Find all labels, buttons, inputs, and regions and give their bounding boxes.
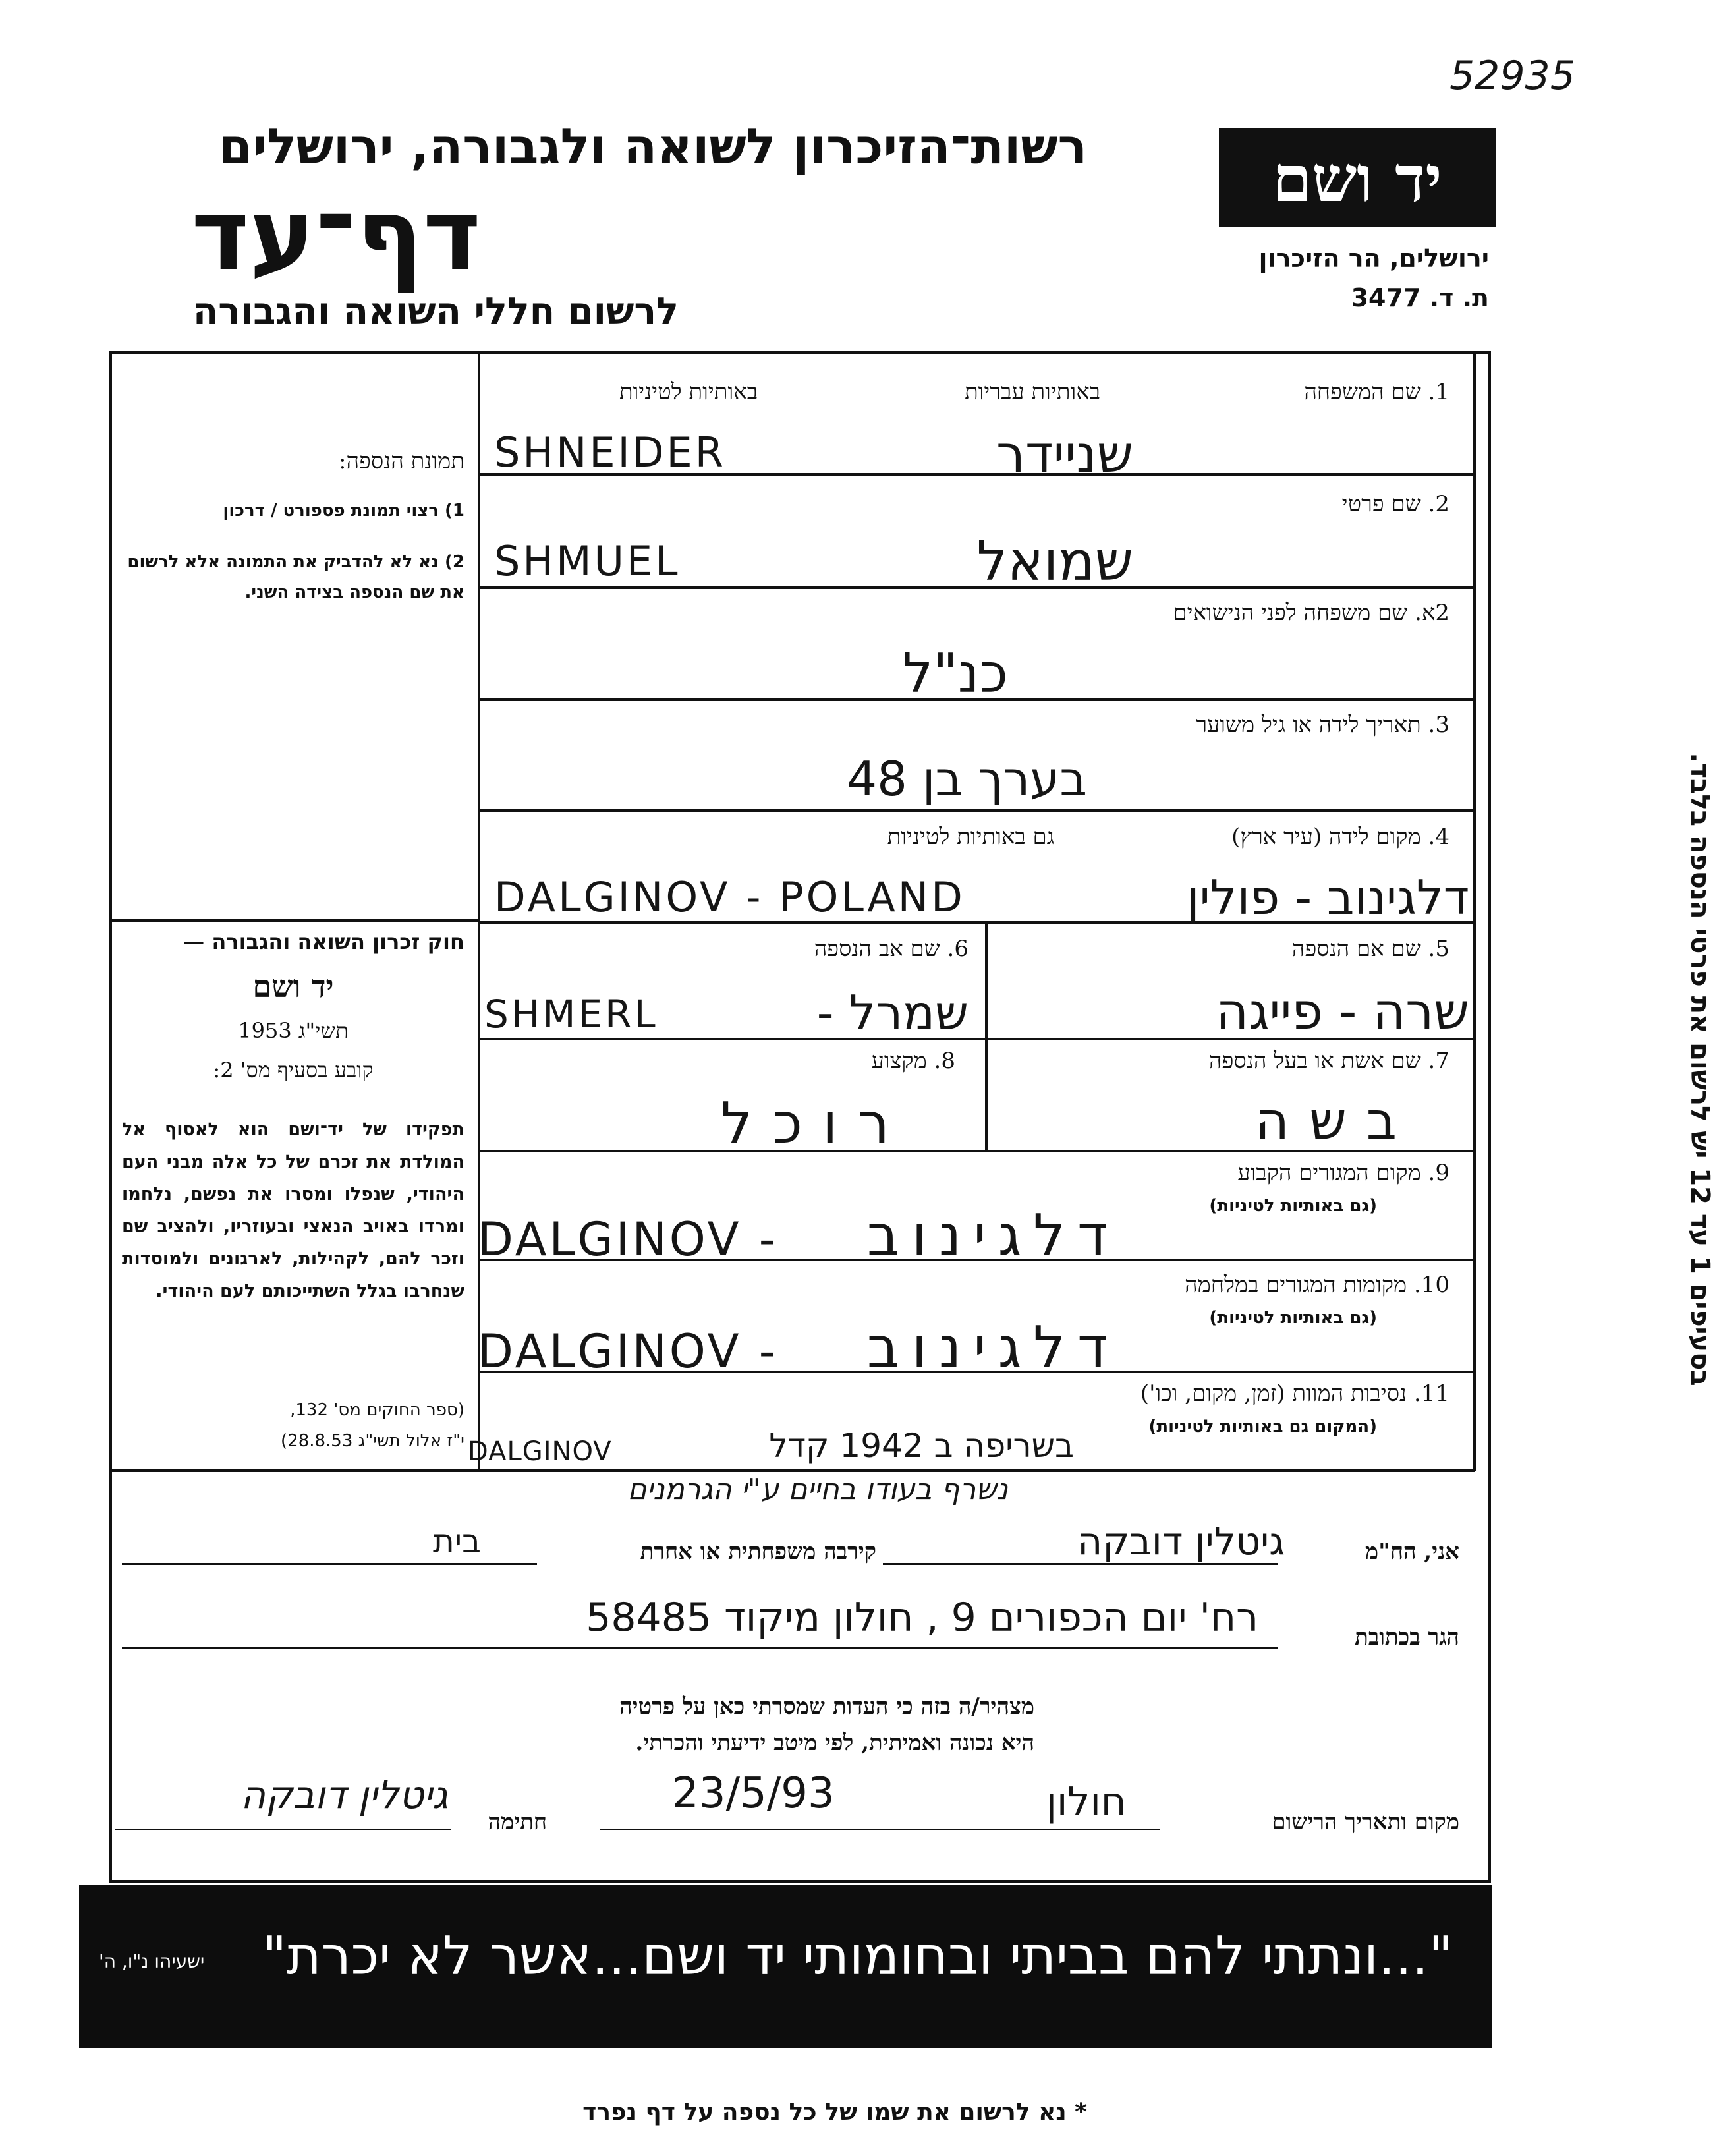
signature-label: חתימה: [488, 1809, 547, 1835]
registration-date: 23/5/93: [672, 1769, 835, 1818]
field-5-value: שרה - פייגה: [1216, 982, 1469, 1040]
field-4-latin-value: DALGINOV - POLAND: [494, 873, 965, 921]
place-date-line: [600, 1829, 1160, 1830]
field-10-latin-value: DALGINOV -: [478, 1324, 779, 1378]
field-10-sub: (גם באותיות לטיניות): [1209, 1308, 1377, 1328]
institution-name: רשות־הזיכרון לשואה ולגבורה, ירושלים: [218, 119, 1087, 175]
row-5-divider: [985, 921, 988, 1150]
field-2-hebrew-value: שמואל: [976, 530, 1133, 593]
footnote: * נא לרשום את שמו של כל נספה על דף נפרד: [582, 2099, 1087, 2126]
field-11-sub: (המקום גם באותיות לטיניות): [1148, 1417, 1377, 1436]
page-subtitle: לרשום חללי השואה והגבורה: [192, 290, 679, 333]
field-1-hebrew-column: באותיות עבריות: [964, 379, 1100, 405]
logo-pobox: ת. ד. 3477: [1351, 283, 1489, 312]
field-9-latin-value: DALGINOV -: [478, 1212, 779, 1266]
declarant-name: גיטלין דובקה: [1077, 1519, 1285, 1564]
law-year: תשי"ג 1953: [238, 1018, 349, 1043]
law-ref-1: (ספר החוקים מס' 132,: [290, 1400, 464, 1420]
relation-value: בית: [433, 1522, 481, 1560]
photo-note-2: 2) נא לא להדביק את התמונה אלא לרשום את שם הנספה בצידה השני.: [127, 552, 464, 602]
relation-label: קירבה משפחתית או אחרת: [640, 1539, 876, 1565]
statement-line-2: היא נכונה ואמיתית, לפי מיטב ידיעתי והכרתי.: [635, 1730, 1034, 1756]
row-line-11: [111, 1469, 1475, 1472]
signature-line: [115, 1829, 451, 1830]
field-5-label: 5. שם אם הנספה: [1291, 936, 1449, 962]
logo-address: ירושלים, הר הזיכרון: [1258, 244, 1489, 273]
field-7-label: 7. שם אשת או בעל הנספה: [1209, 1048, 1449, 1074]
field-11-latin-value: DALGINOV: [468, 1436, 612, 1467]
field-3-value: בערך בן 48: [847, 751, 1087, 807]
field-8-label: 8. מקצוע: [871, 1048, 955, 1074]
place-date-label: מקום ותאריך הרישום: [1272, 1809, 1459, 1835]
law-name: יד ושם: [252, 969, 334, 1004]
photo-label: תמונת הנספה:: [339, 448, 464, 474]
statement-line-1: מצהיר/ה בזה כי העדות שמסרתי כאן על פרטיה: [619, 1693, 1034, 1720]
field-3-label: 3. תאריך לידה או גיל משוער: [1196, 712, 1449, 738]
side-note: בסעיפים 1 עד 12 יש לרשום את פרטי הנספה בלבד.: [1685, 752, 1715, 1386]
field-2a-value: כנ"ל: [902, 642, 1008, 705]
field-2-label: 2. שם פרטי: [1341, 491, 1449, 517]
field-6-hebrew-value: שמרל -: [816, 985, 969, 1040]
field-10-label: 10. מקומות המגורים במלחמה: [1185, 1272, 1449, 1298]
field-4-latin-column: גם באותיות לטיניות: [887, 824, 1054, 850]
address-value: רח' יום הכפורים 9 , חולון מיקוד 58485: [586, 1595, 1258, 1641]
banner-reference: ישעיהו נ"ו, ה': [99, 1950, 205, 1972]
signature: גיטלין דובקה: [240, 1773, 448, 1817]
yad-vashem-logo: [1219, 128, 1496, 227]
address-line: [122, 1647, 1278, 1649]
field-9-label: 9. מקום המגורים הקבוע: [1237, 1160, 1449, 1186]
quote-banner: [79, 1885, 1492, 2048]
archive-number: 52935: [1449, 53, 1575, 99]
field-7-value: בשה: [1254, 1091, 1417, 1152]
field-9-sub: (גם באותיות לטיניות): [1209, 1196, 1377, 1216]
field-1-latin-value: SHNEIDER: [494, 428, 726, 476]
law-text: תפקידו של יד־ושם הוא לאסוף אל המולדת את זכרם של כל אלה מבני העם היהודי, שנפלו ומסרו את נפשם, נלחמו ומרדו באויב הנאצי ובעוזריו, ולהציב שם וזכר להם, לקהילות, לארגונים ולמוסדות שנחרבו בגלל השתייכותם לעם היהודי.: [122, 1120, 464, 1301]
field-4-label: 4. מקום לידה (עיר ארץ): [1231, 824, 1449, 850]
law-title: חוק זכרון השואה והגבורה —: [183, 929, 464, 954]
field-10-hebrew-value: דלגינוב: [866, 1315, 1120, 1380]
field-1-label: 1. שם המשפחה: [1304, 379, 1449, 405]
left-column-divider: [478, 353, 480, 1471]
field-11-label: 11. נסיבות המוות (זמן, מקום, וכו'): [1140, 1380, 1449, 1407]
row-line-3: [478, 809, 1475, 812]
right-inner-border: [1473, 353, 1476, 1471]
address-label: הגר בכתובת: [1355, 1624, 1459, 1651]
field-1-latin-column: באותיות לטיניות: [619, 379, 758, 405]
field-2a-label: 2א. שם משפחה לפני הנישואים: [1173, 600, 1449, 626]
field-4-hebrew-value: דלגינוב - פולין: [1186, 870, 1469, 925]
banner-quote: "...ונתתי להם בביתי ובחומותי יד ושם...אשר לא יכרת": [262, 1925, 1453, 1987]
law-clause: קובע בסעיף מס' 2:: [213, 1058, 374, 1083]
relation-line: [122, 1563, 537, 1565]
field-8-value: רוכל: [720, 1091, 909, 1156]
photo-note-1: 1) רצוי תמונת פספורט / דרכון: [223, 501, 464, 521]
field-6-latin-value: SHMERL: [484, 992, 658, 1036]
registration-place: חולון: [1046, 1779, 1127, 1825]
page-title: דף־עד: [191, 178, 481, 293]
logo-text: יד ושם: [1272, 142, 1442, 216]
field-6-label: 6. שם אב הנספה: [814, 936, 969, 962]
field-1-hebrew-value: שניידר: [996, 425, 1133, 484]
field-9-hebrew-value: דלגינוב: [866, 1203, 1120, 1268]
law-ref-2: י"ז אלול תשי"ג 28.8.53): [281, 1431, 464, 1451]
photo-law-divider: [111, 919, 480, 922]
declarant-prefix: אני, הח"מ: [1364, 1539, 1459, 1565]
field-11-hebrew-value: בשריפה ב 1942 קדל: [769, 1427, 1074, 1465]
field-11-line-2: נשרף בעודו בחיים ע"י הגרמנים: [627, 1473, 1008, 1506]
field-2-latin-value: SHMUEL: [494, 537, 681, 585]
